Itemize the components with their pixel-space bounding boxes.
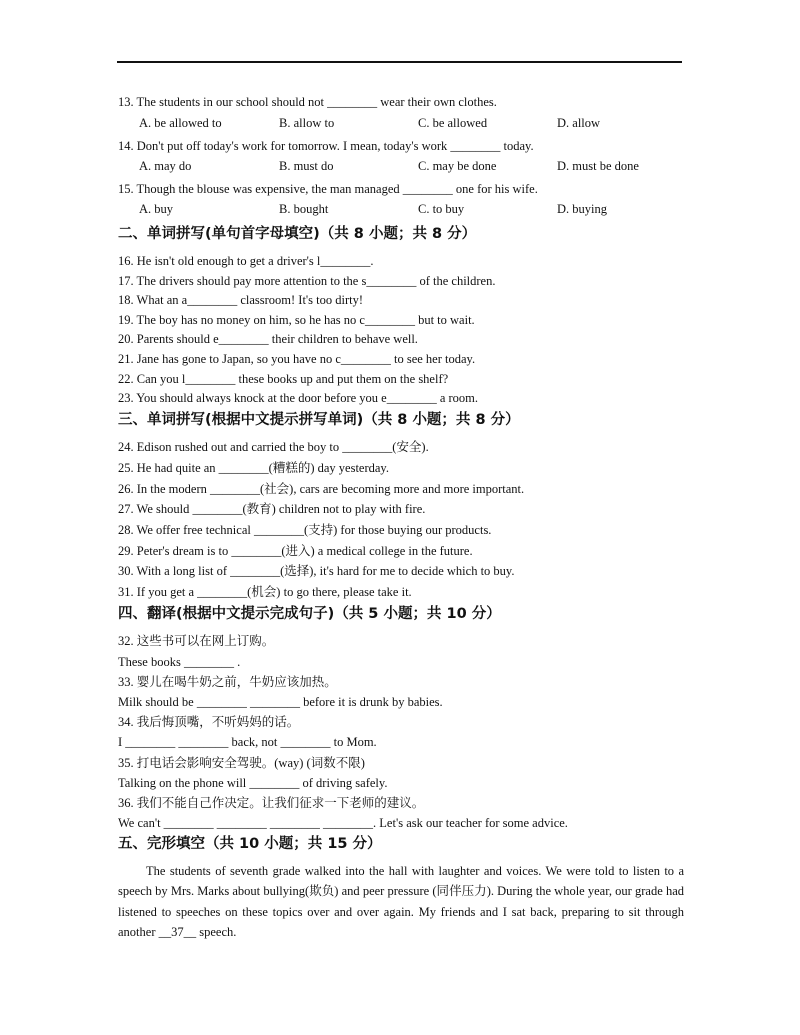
q15-option-c: C. to buy (418, 202, 465, 216)
q15-option-d: D. buying (557, 202, 607, 216)
question-34-prompt: 34. 我后悔顶嘴，不听妈妈的话。 (118, 715, 300, 729)
question-29: 29. Peter's dream is to ________(进入) a medical college in the future. (118, 544, 473, 558)
question-24: 24. Edison rushed out and carried the boy to ________(安全). (118, 440, 429, 454)
section-3-heading: 三、单词拼写(根据中文提示拼写单词)（共 8 小题；共 8 分） (118, 412, 520, 428)
question-33-prompt: 33. 婴儿在喝牛奶之前，牛奶应该加热。 (118, 675, 337, 689)
section-4-heading: 四、翻译(根据中文提示完成句子)（共 5 小题；共 10 分） (118, 606, 501, 622)
question-30: 30. With a long list of ________(选择), it's hard for me to decide which to buy. (118, 564, 515, 578)
question-23: 23. You should always knock at the door before you e________ a room. (118, 391, 479, 405)
question-25: 25. He had quite an ________(糟糕的) day yesterday. (118, 461, 389, 475)
q14-option-d: D. must be done (557, 159, 639, 173)
q13-option-a: A. be allowed to (139, 116, 222, 130)
question-31: 31. If you get a ________(机会) to go there, please take it. (118, 585, 412, 599)
question-21: 21. Jane has gone to Japan, so you have no c________ to see her today. (118, 352, 476, 366)
question-35-prompt: 35. 打电话会影响安全驾驶。(way) (词数不限) (118, 756, 365, 770)
question-20: 20. Parents should e________ their children to behave well. (118, 332, 418, 346)
question-32-answer: These books ________ . (118, 655, 241, 669)
question-32-prompt: 32. 这些书可以在网上订购。 (118, 634, 275, 648)
question-36-prompt: 36. 我们不能自己作决定。让我们征求一下老师的建议。 (118, 796, 425, 810)
question-22: 22. Can you l________ these books up and put them on the shelf? (118, 372, 449, 386)
question-13-stem: 13. The students in our school should not ________ wear their own clothes. (118, 95, 497, 109)
q14-option-b: B. must do (279, 159, 334, 173)
question-33-answer: Milk should be ________ ________ before it is drunk by babies. (118, 695, 443, 709)
question-26: 26. In the modern ________(社会), cars are becoming more and more important. (118, 482, 525, 496)
question-35-answer: Talking on the phone will ________ of driving safely. (118, 776, 388, 790)
cloze-passage-text: The students of seventh grade walked into the hall with laughter and voices. We were told to listen to a speech by Mrs. Marks about bullying(欺负) and peer pressure (同伴压力). During the whole year, our grade had listened to speeches on these topics over and over again. My friends and I sat back, preparing to sit through another (118, 864, 684, 939)
question-15-stem: 15. Though the blouse was expensive, the man managed ________ one for his wife. (118, 182, 538, 196)
q15-option-b: B. bought (279, 202, 329, 216)
question-34-answer: I ________ ________ back, not ________ to Mom. (118, 735, 377, 749)
question-16: 16. He isn't old enough to get a driver's l________. (118, 254, 374, 268)
question-19: 19. The boy has no money on him, so he has no c________ but to wait. (118, 313, 475, 327)
question-36-answer: We can't ________ ________ ________ ________. Let's ask our teacher for some advice. (118, 816, 568, 830)
q15-option-a: A. buy (139, 202, 174, 216)
question-14-stem: 14. Don't put off today's work for tomorrow. I mean, today's work ________ today. (118, 139, 534, 153)
header-rule (117, 61, 682, 63)
q13-option-c: C. be allowed (418, 116, 488, 130)
question-28: 28. We offer free technical ________(支持) for those buying our products. (118, 523, 492, 537)
q13-option-b: B. allow to (279, 116, 335, 130)
cloze-passage (118, 861, 684, 942)
question-27: 27. We should ________(教育) children not to play with fire. (118, 502, 426, 516)
question-18: 18. What an a________ classroom! It's too dirty! (118, 293, 364, 307)
cloze-passage-end: speech. (196, 924, 237, 939)
q13-option-d: D. allow (557, 116, 601, 130)
section-2-heading: 二、单词拼写(单句首字母填空)（共 8 小题；共 8 分） (118, 226, 477, 242)
question-17: 17. The drivers should pay more attention to the s________ of the children. (118, 274, 496, 288)
q14-option-c: C. may be done (418, 159, 497, 173)
q14-option-a: A. may do (139, 159, 192, 173)
section-5-heading: 五、完形填空（共 10 小题；共 15 分） (118, 836, 382, 852)
cloze-blank-37: __37__ (158, 924, 197, 939)
